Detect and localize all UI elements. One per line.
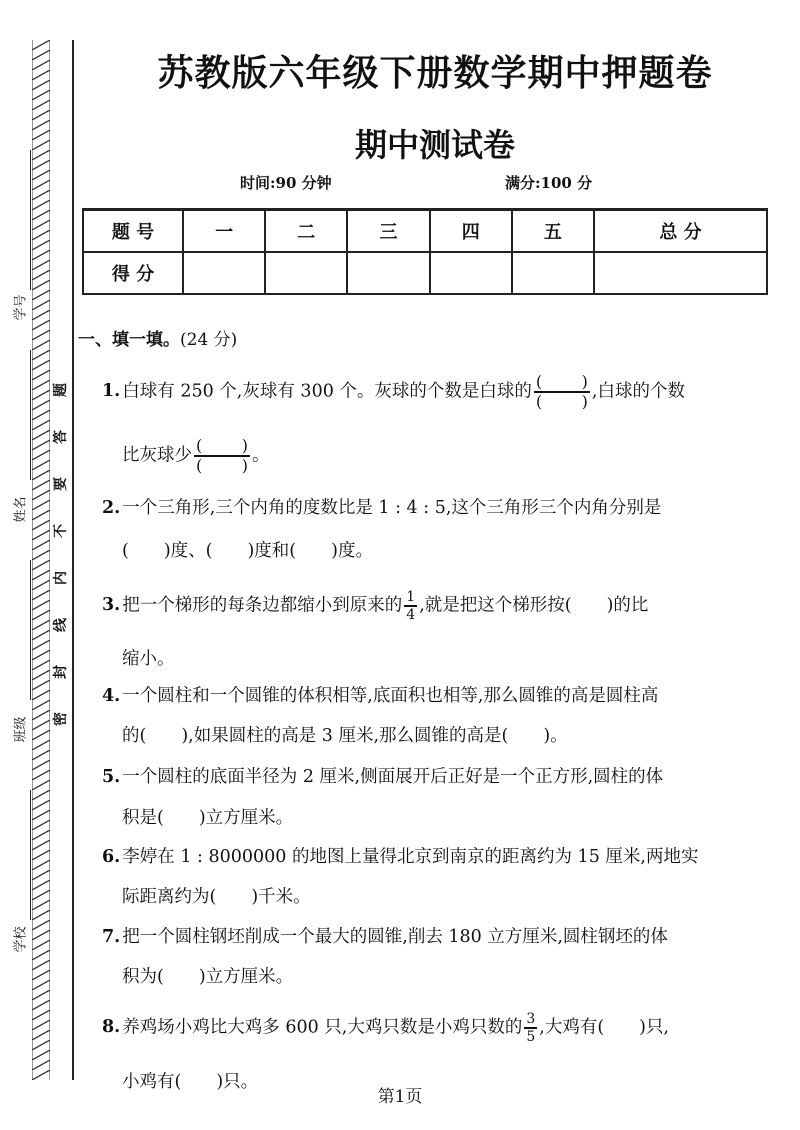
score-cell[interactable] bbox=[594, 252, 767, 294]
name-field[interactable] bbox=[6, 350, 32, 540]
header-cell: 一 bbox=[183, 210, 265, 253]
student-no-field[interactable] bbox=[6, 150, 32, 320]
score-table-header-row bbox=[83, 210, 767, 253]
question-number: 1. bbox=[102, 381, 121, 402]
question-text: 比灰球少 bbox=[122, 445, 192, 466]
seal-line bbox=[72, 40, 74, 1080]
question-text: 把一个圆柱钢坯削成一个最大的圆锥,削去 180 立方厘米,圆柱钢坯的体 bbox=[122, 927, 668, 947]
class-underline bbox=[30, 560, 31, 700]
section-title: 一、填一填。 bbox=[78, 330, 180, 350]
score-row-label: 得 分 bbox=[83, 252, 183, 294]
question-3 bbox=[102, 590, 782, 622]
school-field[interactable] bbox=[6, 790, 32, 970]
seal-char: 要 bbox=[53, 477, 69, 491]
question-text: 把一个梯形的每条边都缩小到原来的 bbox=[122, 595, 403, 616]
score-table-score-row bbox=[83, 252, 767, 294]
header-cell: 五 bbox=[512, 210, 594, 253]
student-no-underline bbox=[30, 150, 31, 290]
question-5-line-2: 积是( )立方厘米。 bbox=[122, 808, 294, 828]
question-text: 。 bbox=[252, 445, 270, 466]
name-label: 姓名 bbox=[13, 496, 29, 523]
question-text: ,大鸡有( )只, bbox=[539, 1017, 670, 1038]
question-text: 一个圆柱的底面半径为 2 厘米,侧面展开后正好是一个正方形,圆柱的体 bbox=[122, 767, 664, 787]
question-text: 一个三角形,三个内角的度数比是 1 : 4 : 5,这个三角形三个内角分别是 bbox=[122, 498, 662, 518]
question-1-line-2 bbox=[122, 438, 270, 474]
question-text: 李婷在 1 : 8000000 的地图上量得北京到南京的距离约为 15 厘米,两地实 bbox=[122, 847, 699, 867]
score-cell[interactable] bbox=[265, 252, 347, 294]
question-number: 4. bbox=[102, 686, 121, 706]
page-number: 第1页 bbox=[377, 1087, 423, 1107]
question-6 bbox=[102, 843, 782, 871]
question-text: ,就是把这个梯形按( )的比 bbox=[419, 595, 649, 616]
header-cell: 四 bbox=[430, 210, 512, 253]
seal-char: 答 bbox=[53, 430, 69, 444]
seal-char: 题 bbox=[53, 383, 69, 397]
question-4 bbox=[102, 682, 782, 710]
question-number: 5. bbox=[102, 767, 121, 787]
seal-char: 内 bbox=[53, 571, 69, 585]
question-text: 一个圆柱和一个圆锥的体积相等,底面积也相等,那么圆锥的高是圆柱高 bbox=[122, 686, 659, 706]
fraction: $\frac{3}{5}$ bbox=[526, 1011, 536, 1045]
seal-char: 密 bbox=[53, 712, 69, 726]
question-number: 3. bbox=[102, 595, 121, 616]
student-no-label: 学号 bbox=[13, 294, 29, 321]
score-cell[interactable] bbox=[347, 252, 429, 294]
section-points: (24 分) bbox=[180, 330, 238, 350]
binding-hatch bbox=[32, 40, 50, 1080]
question-text: 白球有 250 个,灰球有 300 个。灰球的个数是白球的 bbox=[122, 381, 532, 402]
header-cell: 二 bbox=[265, 210, 347, 253]
question-number: 6. bbox=[102, 847, 121, 867]
fraction: $\frac{1}{4}$ bbox=[406, 589, 416, 623]
section-heading bbox=[78, 325, 237, 350]
class-field[interactable] bbox=[6, 560, 32, 760]
fraction-answer-blank[interactable]: ( ) ( ) bbox=[535, 372, 588, 411]
seal-char: 封 bbox=[53, 665, 69, 679]
page-subtitle: 期中测试卷 bbox=[354, 126, 515, 164]
question-1 bbox=[102, 374, 782, 410]
question-5 bbox=[102, 763, 782, 791]
question-8 bbox=[102, 1012, 782, 1044]
question-4-line-2: 的( ),如果圆柱的高是 3 厘米,那么圆锥的高是( )。 bbox=[122, 726, 568, 746]
question-7-line-2: 积为( )立方厘米。 bbox=[122, 967, 294, 987]
question-number: 2. bbox=[102, 498, 121, 518]
score-table bbox=[82, 208, 768, 295]
header-cell: 总 分 bbox=[594, 210, 767, 253]
question-number: 8. bbox=[102, 1017, 121, 1038]
question-6-line-2: 际距离约为( )千米。 bbox=[122, 887, 311, 907]
fraction-answer-blank[interactable]: ( ) ( ) bbox=[196, 436, 248, 475]
question-2-line-2: ( )度、( )度和( )度。 bbox=[122, 541, 373, 561]
seal-char: 线 bbox=[53, 618, 69, 632]
full-score: 满分:100 分 bbox=[505, 174, 593, 192]
question-number: 7. bbox=[102, 927, 121, 947]
question-text: 养鸡场小鸡比大鸡多 600 只,大鸡只数是小鸡只数的 bbox=[122, 1017, 523, 1038]
page-title: 苏教版六年级下册数学期中押题卷 bbox=[157, 53, 713, 94]
score-cell[interactable] bbox=[512, 252, 594, 294]
score-cell[interactable] bbox=[430, 252, 512, 294]
score-cell[interactable] bbox=[183, 252, 265, 294]
school-underline bbox=[30, 790, 31, 920]
class-label: 班级 bbox=[13, 716, 29, 743]
header-cell: 三 bbox=[347, 210, 429, 253]
exam-time: 时间:90 分钟 bbox=[240, 174, 332, 192]
question-7 bbox=[102, 923, 782, 951]
question-8-line-2: 小鸡有( )只。 bbox=[122, 1072, 259, 1092]
school-label: 学校 bbox=[13, 926, 29, 953]
question-2 bbox=[102, 494, 782, 522]
seal-char: 不 bbox=[53, 524, 69, 538]
header-cell: 题 号 bbox=[83, 210, 183, 253]
question-3-line-2: 缩小。 bbox=[122, 649, 175, 669]
question-text: ,白球的个数 bbox=[591, 381, 685, 402]
name-underline bbox=[30, 350, 31, 480]
